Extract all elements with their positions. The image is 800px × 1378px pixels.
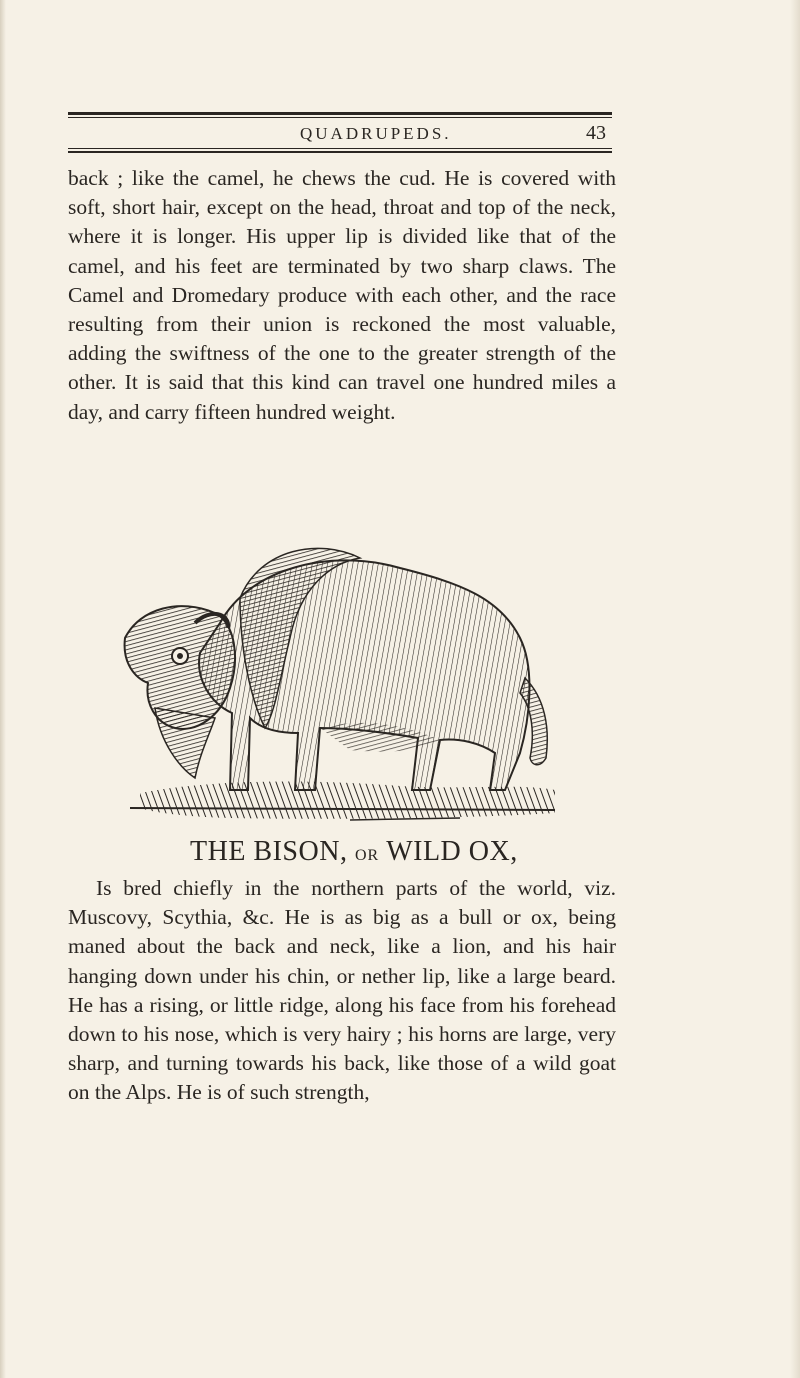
caption-main: THE BISON, [190,836,348,867]
header-rule-top-thin [68,117,612,118]
illustration-caption [190,836,518,868]
running-head: QUADRUPEDS. [300,124,452,143]
caption-or: OR [354,847,380,864]
caption-tail: WILD OX, [386,836,518,867]
page-number: 43 [586,122,606,144]
paragraph-bison: Is bred chiefly in the northern parts of the world, viz. Muscovy, Scythia, &c. He is as big as a bull or ox, being maned about the back and neck, like a lion, and his hair hanging down under his chin, or nether lip, like a large beard. He has a rising, or little ridge, along his face from his forehead down to his nose, which is very hairy ; his horns are large, very sharp, and turning towards his back, like those of a wild goat on the Alps. He is of such strength, [68,876,616,1105]
header-rule-top [68,112,612,115]
page-edge-right [790,0,800,1378]
header-rule-bottom-thin [68,148,612,149]
bison-illustration [100,528,570,828]
paragraph-camel-continued: back ; like the camel, he chews the cud. He is covered with soft, short hair, except on the head, throat and top of the neck, where it is longer. His upper lip is divided like that of the camel, and his feet are terminated by two sharp claws. The Camel and Dromedary produce with each other, and the race resulting from their union is reckoned the most valuable, adding the swiftness of the one to the greater strength of the other. It is said that this kind can travel one hundred miles a day, and carry fifteen hundred weight. [68,166,616,424]
page-edge-left [0,0,6,1378]
header-rule-bottom [68,151,612,153]
